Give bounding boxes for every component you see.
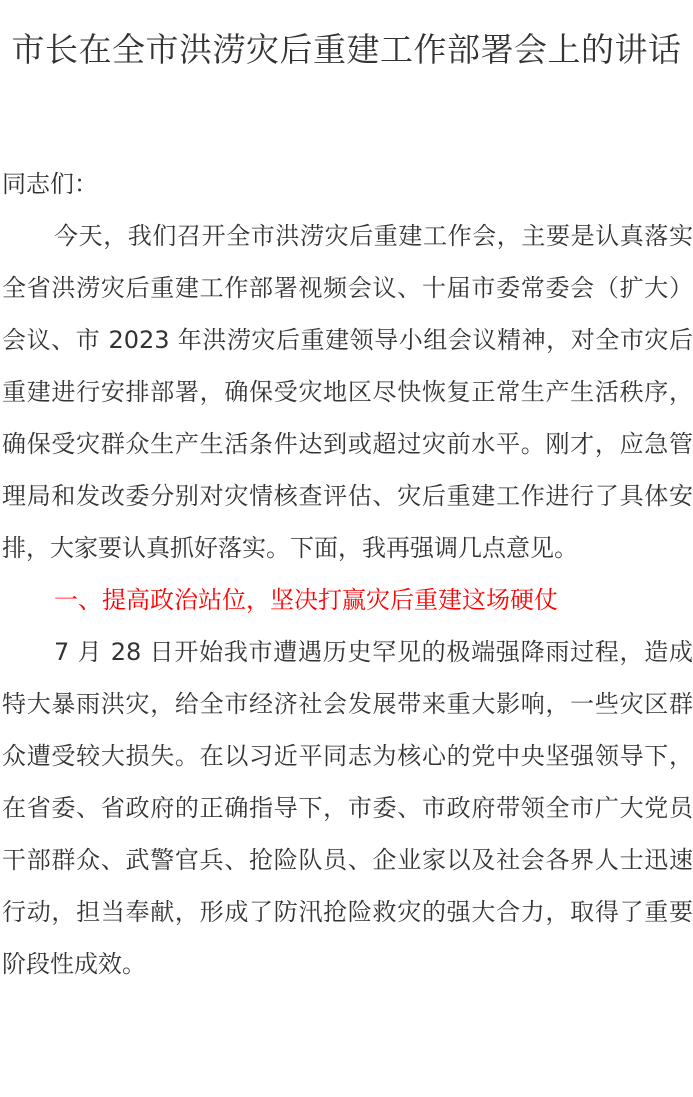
section-heading: 一、提高政治站位，坚决打赢灾后重建这场硬仗 — [54, 586, 558, 614]
salutation: 同志们： — [2, 170, 98, 198]
document-title: 市长在全市洪涝灾后重建工作部署会上的讲话 — [11, 30, 682, 69]
document-body — [0, 158, 693, 990]
intro-paragraph: 今天，我们召开全市洪涝灾后重建工作会，主要是认真落实全省洪涝灾后重建工作部署视频会议、十届市委常委会（扩大）会议、市 2023 年洪涝灾后重建领导小组会议精神，对全市灾后重建进行安排部署，确保受灾地区尽快恢复正常生产生活秩序，确保受灾群众生产生活条件达到或超过灾前水平。刚才，应急管理局和发改委分别对灾情核查评估、灾后重建工作进行了具体安排，大家要认真抓好落实。下面，我再强调几点意见。 — [2, 222, 693, 562]
section-paragraph: 7 月 28 日开始我市遭遇历史罕见的极端强降雨过程，造成特大暴雨洪灾，给全市经济社会发展带来重大影响，一些灾区群众遭受较大损失。在以习近平同志为核心的党中央坚强领导下，在省委、省政府的正确指导下，市委、市政府带领全市广大党员干部群众、武警官兵、抢险队员、企业家以及社会各界人士迅速行动，担当奉献，形成了防汛抢险救灾的强大合力，取得了重要阶段性成效。 — [2, 638, 693, 978]
